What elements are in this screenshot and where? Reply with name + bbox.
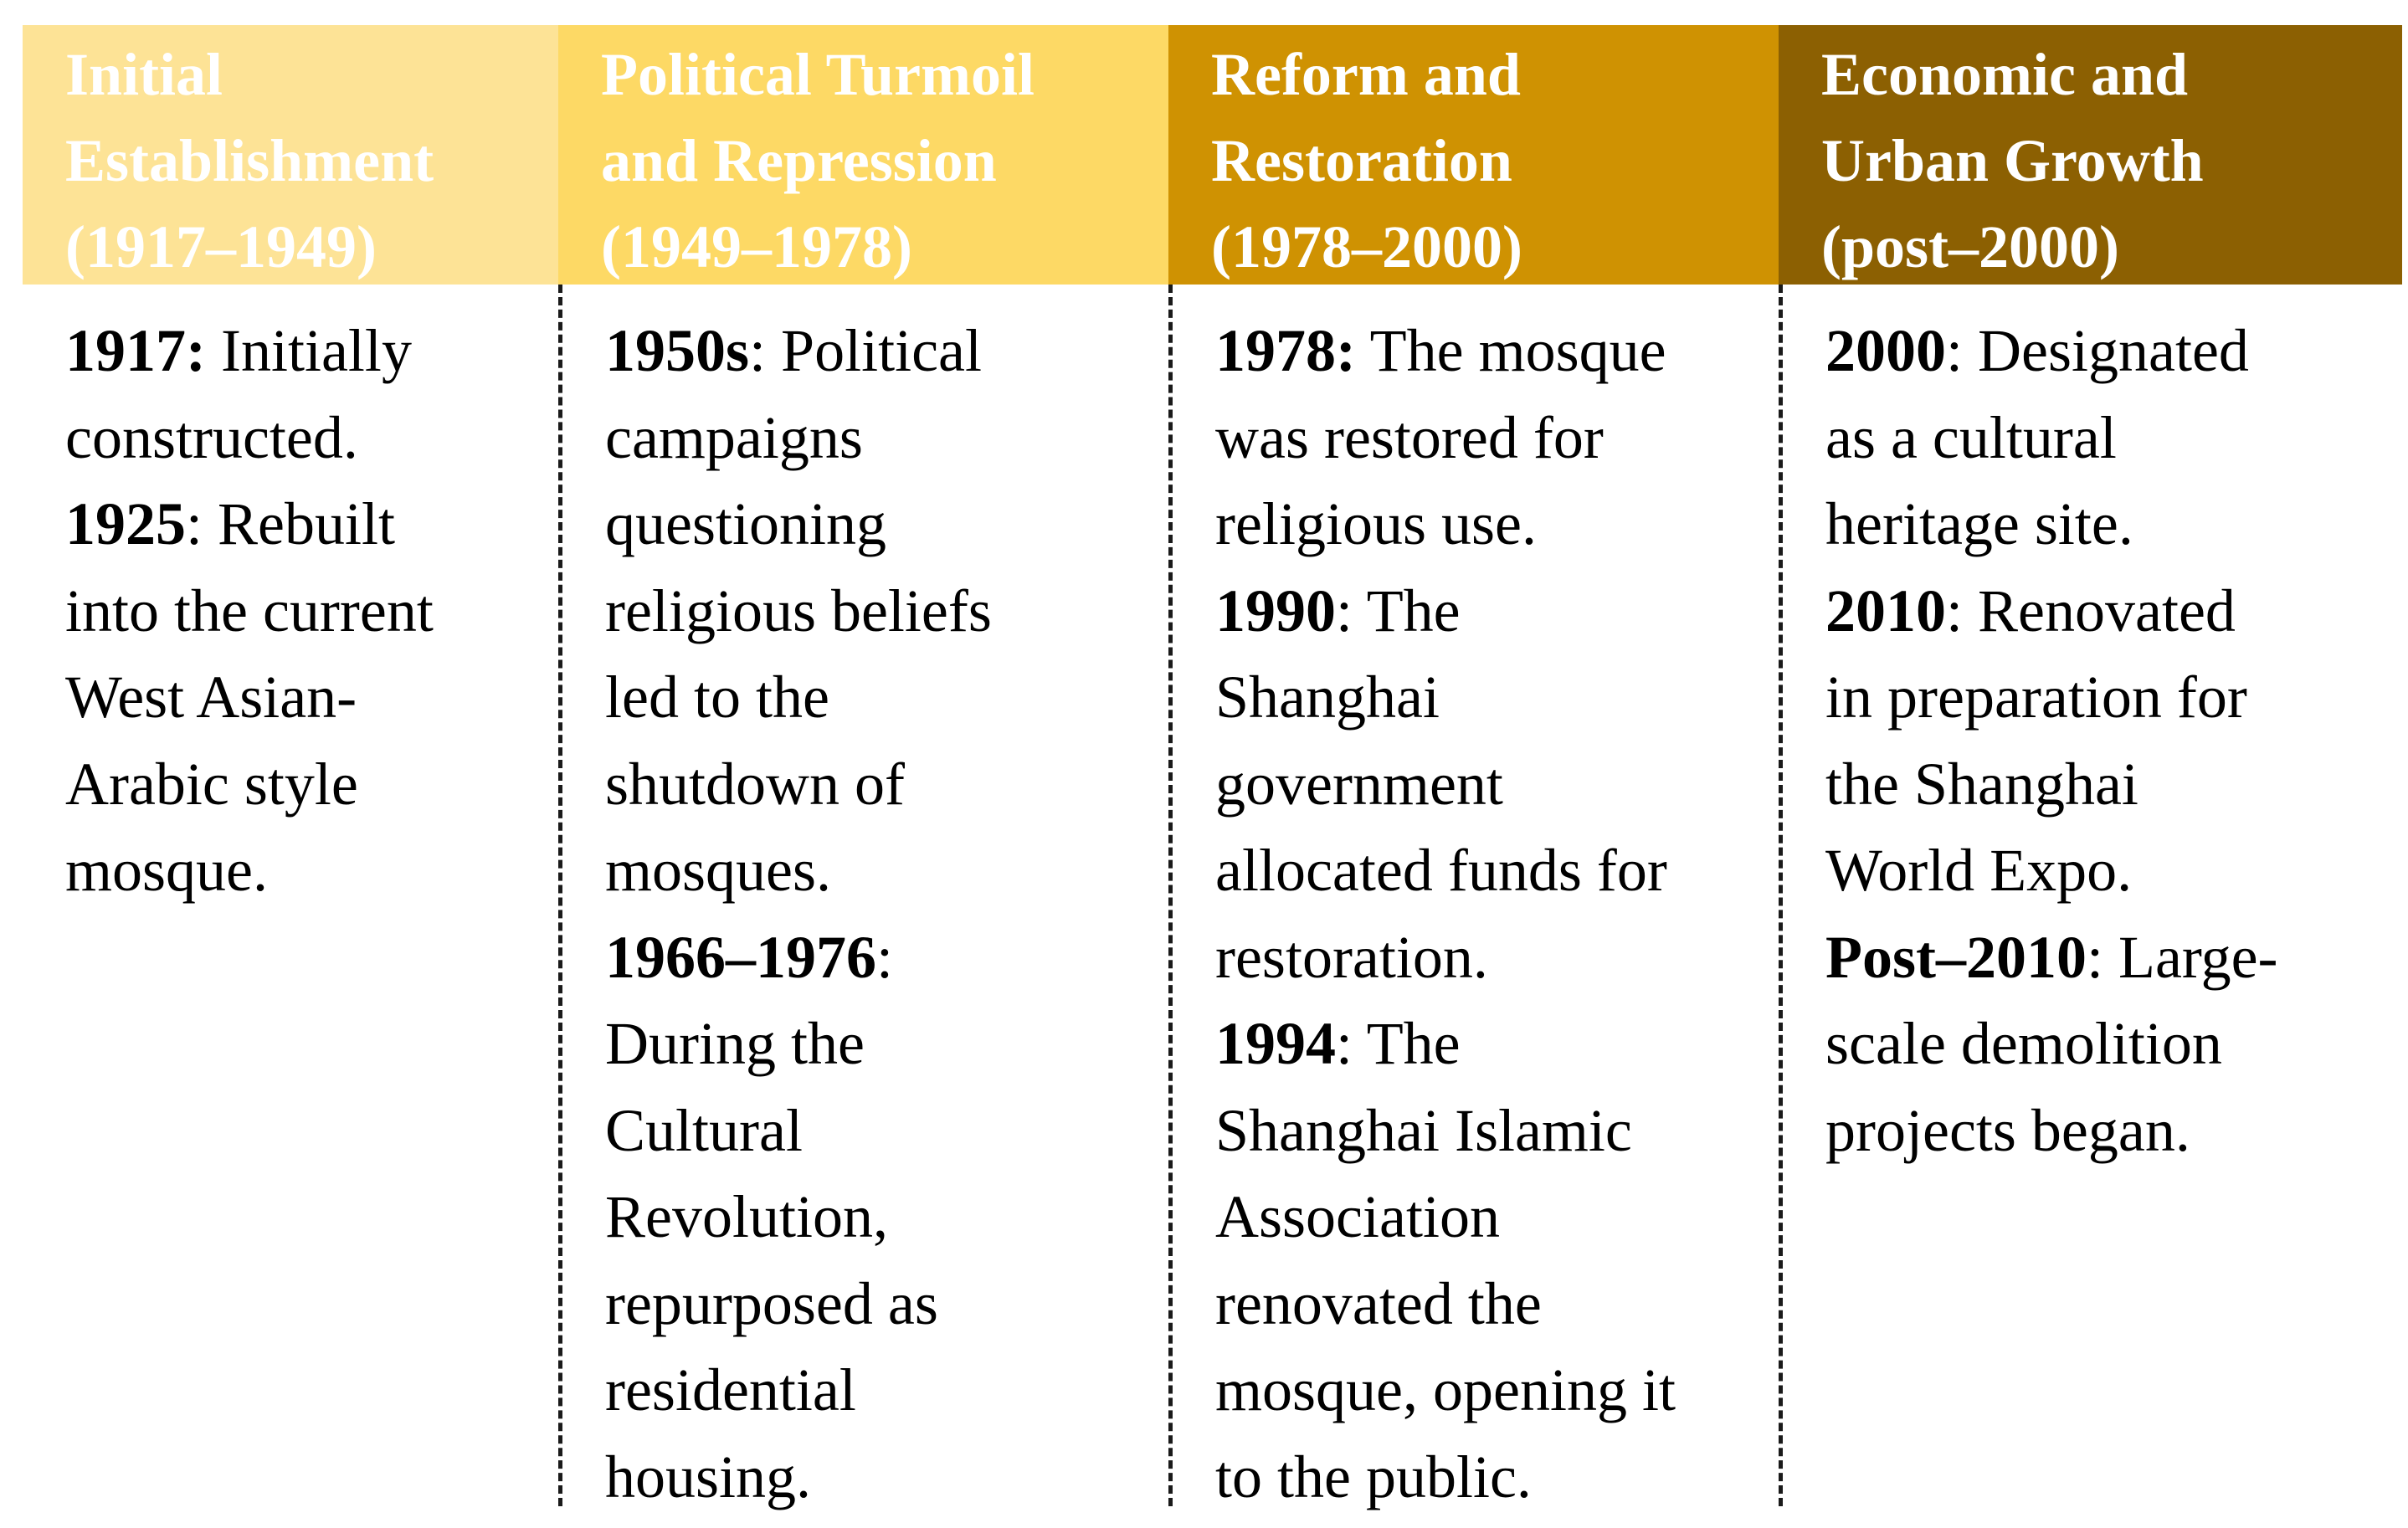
event-line — [1215, 308, 1770, 395]
event-line — [1215, 654, 1770, 741]
event-text: shutdown of — [605, 750, 905, 818]
period-title-line: Political Turmoil — [601, 41, 1035, 108]
period-header — [1779, 25, 2402, 285]
event-text: West Asian- — [65, 664, 357, 731]
event-text: Cultural — [605, 1096, 803, 1164]
period-title-line: Establishment — [65, 127, 434, 194]
period-title-line: Initial — [65, 41, 223, 108]
event-line — [65, 654, 550, 741]
event-year: 1990 — [1215, 577, 1336, 644]
event-text: Association — [1215, 1183, 1500, 1250]
event-text: : Rebuilt — [186, 490, 395, 557]
period-events — [1168, 285, 1779, 1510]
event-line — [1215, 1261, 1770, 1348]
event-line — [1215, 1434, 1770, 1521]
event-line — [605, 395, 1160, 482]
period-title-line: (1978–2000) — [1211, 213, 1522, 280]
event-line — [1215, 395, 1770, 482]
event-line — [605, 568, 1160, 655]
timeline-column — [558, 25, 1168, 1510]
event-text: During the — [605, 1010, 865, 1077]
event-year: 1994 — [1215, 1010, 1336, 1077]
event-year: 1966–1976 — [605, 923, 876, 991]
period-events — [1779, 285, 2402, 1506]
event-text: renovated the — [1215, 1269, 1542, 1337]
event-line — [65, 395, 550, 482]
event-text: Arabic style — [65, 750, 358, 818]
event-line — [605, 1434, 1160, 1521]
event-text: projects began. — [1825, 1096, 2190, 1164]
event-year: 1925 — [65, 490, 186, 557]
event-line — [1215, 1347, 1770, 1434]
event-text: heritage site. — [1825, 490, 2133, 557]
event-text: World Expo. — [1825, 837, 2133, 904]
event-text: into the current — [65, 577, 434, 644]
event-year: 2000 — [1825, 317, 1946, 384]
period-title-line: Urban Growth — [1821, 127, 2204, 194]
event-line — [605, 1174, 1160, 1261]
event-text: : The — [1336, 1010, 1461, 1077]
event-text: : Renovated — [1946, 577, 2236, 644]
event-text: led to the — [605, 664, 829, 731]
event-line — [605, 481, 1160, 568]
event-text: religious beliefs — [605, 577, 992, 644]
event-text: Revolution, — [605, 1183, 888, 1250]
event-text: mosque, opening it — [1215, 1356, 1676, 1423]
event-line — [1825, 915, 2394, 1002]
event-line — [1825, 1001, 2394, 1088]
period-title-line: Reform and — [1211, 41, 1521, 108]
event-line — [605, 1088, 1160, 1175]
event-text: repurposed as — [605, 1269, 938, 1337]
event-line — [1825, 568, 2394, 655]
period-title-line: Economic and — [1821, 41, 2189, 108]
event-line — [1825, 741, 2394, 828]
event-line — [1825, 1088, 2394, 1175]
event-text: as a cultural — [1825, 403, 2117, 471]
event-year: 1950s — [605, 317, 750, 384]
event-text: mosques. — [605, 837, 831, 904]
event-line — [605, 1001, 1160, 1088]
event-text: : Political — [749, 317, 983, 384]
event-text: was restored for — [1215, 403, 1604, 471]
event-line — [605, 654, 1160, 741]
period-title-line: (1917–1949) — [65, 213, 377, 280]
event-line — [605, 1347, 1160, 1434]
event-text: restoration. — [1215, 923, 1488, 991]
event-text: Shanghai Islamic — [1215, 1096, 1632, 1164]
event-year: 1978: — [1215, 317, 1356, 384]
event-text: residential — [605, 1356, 856, 1423]
event-text: in preparation for — [1825, 664, 2247, 731]
period-title-line: (1949–1978) — [601, 213, 912, 280]
timeline-table — [23, 25, 2402, 1510]
event-text: The mosque — [1355, 317, 1666, 384]
event-line — [1215, 828, 1770, 915]
event-text: allocated funds for — [1215, 837, 1667, 904]
event-year: 1917: — [65, 317, 206, 384]
event-line — [605, 308, 1160, 395]
event-line — [1215, 1088, 1770, 1175]
event-text: housing. — [605, 1443, 812, 1510]
event-line — [605, 915, 1160, 1002]
event-text: mosque. — [65, 837, 268, 904]
event-line — [1215, 741, 1770, 828]
timeline-column — [1779, 25, 2402, 1506]
period-title-line: (post–2000) — [1821, 213, 2119, 280]
event-year: 2010 — [1825, 577, 1946, 644]
event-text: scale demolition — [1825, 1010, 2222, 1077]
period-header — [558, 25, 1168, 285]
period-events — [23, 285, 558, 1506]
event-text: constructed. — [65, 403, 358, 471]
event-line — [1215, 568, 1770, 655]
event-line — [1825, 308, 2394, 395]
period-events — [558, 285, 1168, 1510]
event-line — [1825, 654, 2394, 741]
event-year: Post–2010 — [1825, 923, 2087, 991]
event-line — [1215, 1174, 1770, 1261]
event-line — [1215, 1001, 1770, 1088]
event-line — [605, 828, 1160, 915]
event-text: to the public. — [1215, 1443, 1532, 1510]
period-header — [1168, 25, 1779, 285]
event-text: : Large- — [2086, 923, 2278, 991]
event-line — [65, 308, 550, 395]
event-text: : The — [1336, 577, 1461, 644]
event-line — [605, 741, 1160, 828]
event-line — [65, 568, 550, 655]
event-text: religious use. — [1215, 490, 1537, 557]
period-title-line: Restoration — [1211, 127, 1512, 194]
event-line — [65, 828, 550, 915]
event-line — [1825, 395, 2394, 482]
event-line — [1215, 915, 1770, 1002]
event-line — [605, 1261, 1160, 1348]
period-title-line: and Repression — [601, 127, 997, 194]
event-text: Initially — [205, 317, 412, 384]
event-line — [1215, 481, 1770, 568]
event-line — [1825, 828, 2394, 915]
period-header — [23, 25, 558, 285]
event-text: the Shanghai — [1825, 750, 2138, 818]
event-text: Shanghai — [1215, 664, 1440, 731]
event-text: campaigns — [605, 403, 863, 471]
event-text: : Designated — [1946, 317, 2249, 384]
timeline-column — [1168, 25, 1779, 1510]
event-line — [1825, 481, 2394, 568]
event-text: questioning — [605, 490, 886, 557]
event-text: government — [1215, 750, 1503, 818]
event-text: : — [876, 923, 894, 991]
event-line — [65, 741, 550, 828]
event-line — [65, 481, 550, 568]
timeline-column — [23, 25, 558, 1506]
